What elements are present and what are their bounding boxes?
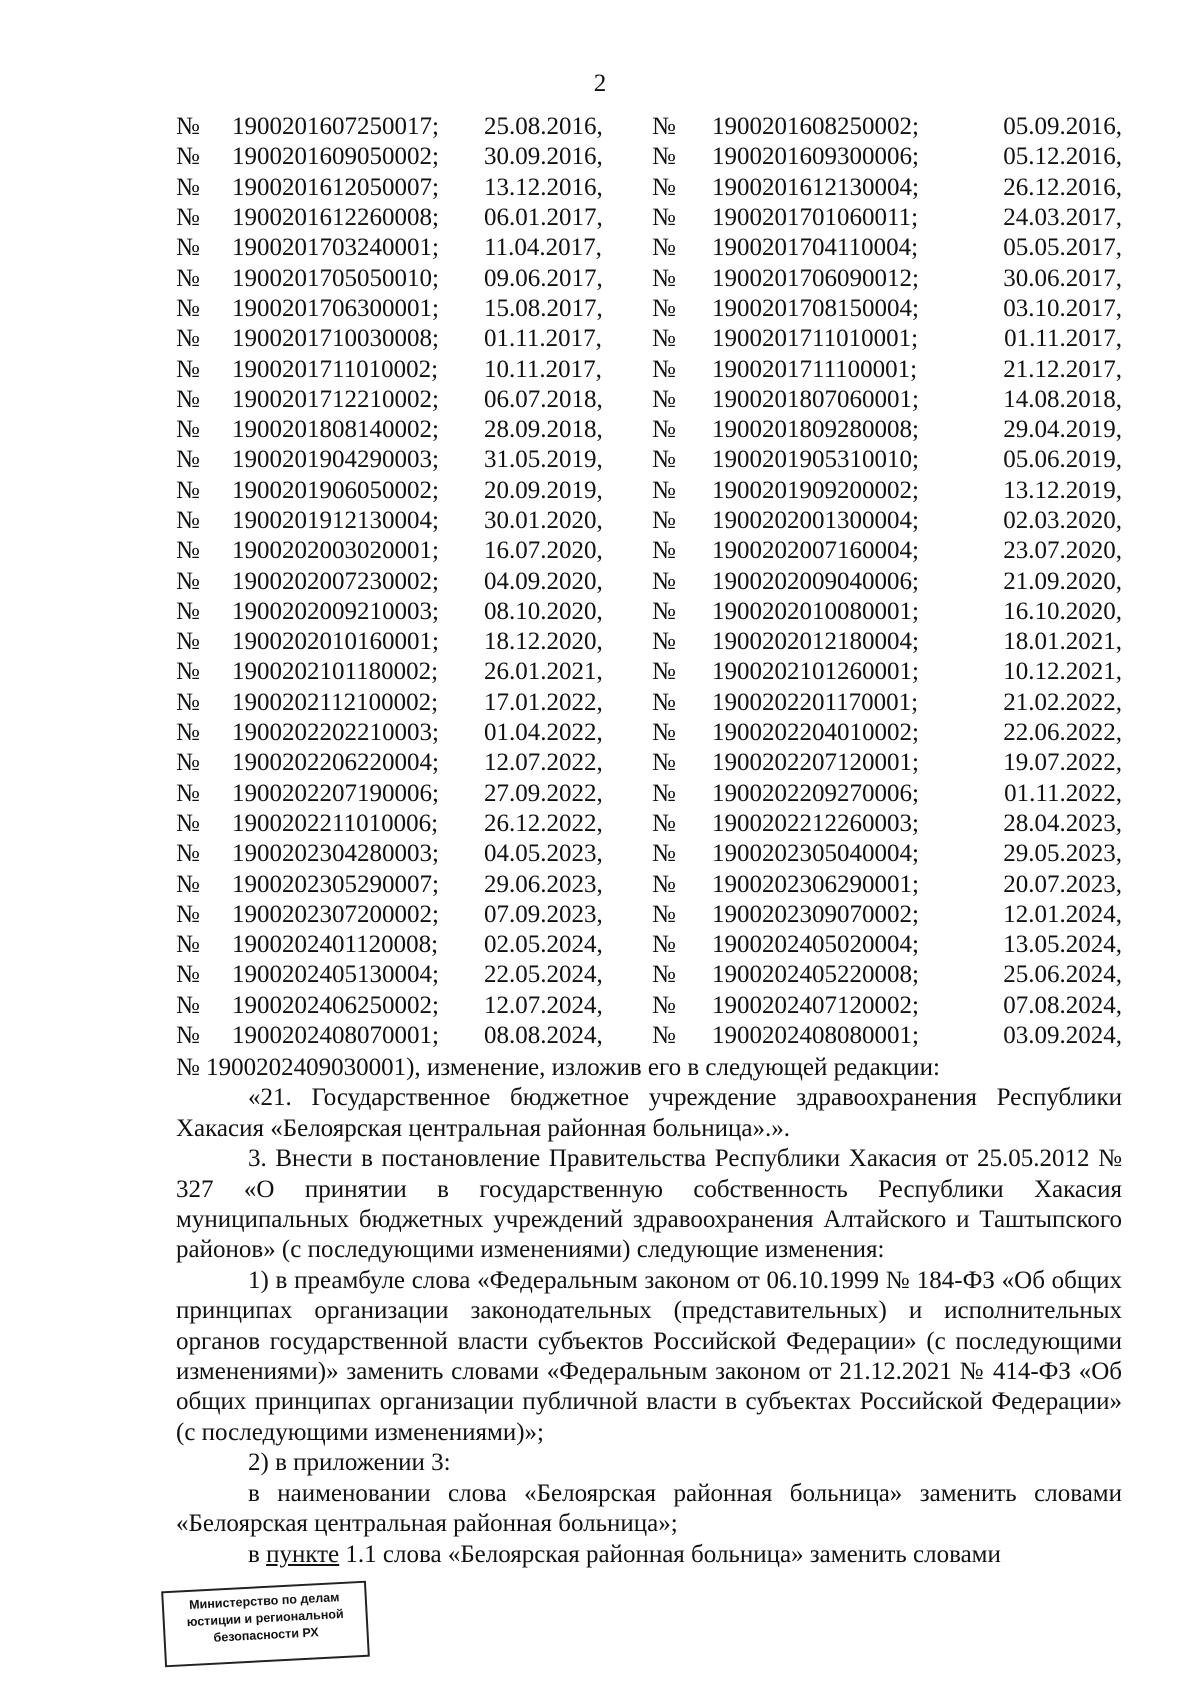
registry-number: 1900201905310010;: [712, 446, 919, 474]
registry-date: 11.04.2017,: [484, 234, 602, 262]
registry-date: 05.09.2016,: [1003, 113, 1122, 141]
registry-number: 1900202305290007;: [232, 870, 439, 898]
registry-date: 01.04.2022,: [484, 719, 603, 747]
registry-number: 1900201612050007;: [232, 173, 439, 201]
no-sign: №: [652, 749, 676, 777]
registry-date: 16.10.2020,: [1003, 597, 1122, 625]
registry-number: 1900202007230002;: [232, 567, 439, 595]
registry-date: 05.05.2017,: [1003, 234, 1122, 262]
registry-row: [176, 869, 1122, 899]
registry-number: 1900202007160004;: [712, 537, 919, 565]
registry-row: [176, 354, 1122, 384]
registry-number: 1900202309070002;: [712, 900, 919, 928]
registry-date: 28.04.2023,: [1003, 809, 1122, 837]
registry-date: 02.05.2024,: [484, 931, 603, 959]
no-sign: №: [652, 507, 676, 534]
registry-date: 04.09.2020,: [484, 567, 603, 595]
registry-number: 1900201607250017;: [232, 113, 439, 141]
no-sign: №: [176, 597, 200, 625]
registry-row: [176, 748, 1122, 778]
no-sign: №: [652, 931, 676, 959]
no-sign: №: [652, 961, 676, 989]
registry-date: 15.08.2017,: [484, 294, 603, 322]
stamp-line-1: Министерство по делам: [188, 1590, 340, 1612]
registry-date: 19.07.2022,: [1003, 749, 1122, 777]
paragraph-naming-change: в наименовании слова «Белоярская районная больница» заменить словами «Белоярская центральная районная больница»;: [176, 1479, 1122, 1538]
registry-date: 12.01.2024,: [1003, 900, 1122, 928]
registry-row: [176, 960, 1122, 990]
no-sign: №: [176, 900, 200, 928]
no-sign: №: [652, 476, 676, 504]
registry-row: [176, 900, 1122, 930]
registry-date: 16.07.2020,: [484, 537, 603, 565]
registry-number: 1900202405130004;: [232, 961, 439, 989]
paragraph-new-wording: «21. Государственное бюджетное учреждение здравоохранения Республики Хакасия «Белоярская центральная районная больница».».: [176, 1084, 1122, 1142]
paragraph-point-change: [176, 1540, 1122, 1570]
no-sign: №: [176, 143, 200, 171]
registry-row: [176, 809, 1122, 839]
registry-number: 1900202207190006;: [232, 779, 439, 807]
no-sign: №: [652, 688, 676, 716]
registry-date: 02.03.2020,: [1003, 507, 1122, 534]
no-sign: №: [652, 809, 676, 837]
registry-date: 12.07.2022,: [484, 749, 603, 777]
paragraph-subitem-2: 2) в приложении 3:: [248, 1449, 451, 1477]
registry-row: [176, 415, 1122, 445]
no-sign: №: [176, 325, 200, 353]
no-sign: №: [176, 173, 200, 201]
registry-date: 10.12.2021,: [1003, 658, 1122, 686]
registry-number: 1900201612130004;: [712, 173, 919, 201]
registry-number: 1900201609050002;: [232, 143, 439, 171]
no-sign: №: [176, 294, 200, 322]
stamp-line-2: юстиции и региональной: [186, 1606, 344, 1630]
registry-number: 1900202001300004;: [712, 507, 919, 534]
no-sign: №: [652, 294, 676, 322]
registry-date: 07.08.2024,: [1003, 991, 1122, 1019]
no-sign: №: [652, 900, 676, 928]
registry-row: [176, 173, 1122, 203]
registry-date: 29.04.2019,: [1003, 416, 1122, 444]
registry-row: [176, 1021, 1122, 1051]
registry-number: 1900201808140002;: [232, 416, 439, 444]
registry-date: 22.06.2022,: [1003, 719, 1122, 747]
registry-row: [176, 263, 1122, 293]
registry-date: 30.01.2020,: [484, 507, 603, 534]
registry-date: 13.05.2024,: [1003, 931, 1122, 959]
registry-number: 1900202307200002;: [232, 900, 439, 928]
registry-date: 01.11.2017,: [484, 325, 602, 353]
registry-number: 1900202209270006;: [712, 779, 919, 807]
registry-number: 1900202407120002;: [712, 991, 919, 1019]
registry-date: 27.09.2022,: [484, 779, 603, 807]
no-sign: №: [652, 870, 676, 898]
registry-row: [176, 294, 1122, 324]
no-sign: №: [176, 507, 200, 534]
no-sign: №: [176, 688, 200, 716]
no-sign: №: [652, 325, 676, 353]
no-sign: №: [176, 719, 200, 747]
registry-number: 1900201809280008;: [712, 416, 919, 444]
registry-number: 1900201704110004;: [712, 234, 919, 262]
registry-date: 24.03.2017,: [1003, 204, 1122, 232]
no-sign: №: [176, 113, 200, 141]
no-sign: №: [176, 628, 200, 656]
registry-date: 29.05.2023,: [1003, 840, 1122, 868]
no-sign: №: [652, 416, 676, 444]
registry-number: 1900201904290003;: [232, 446, 439, 474]
no-sign: №: [652, 173, 676, 201]
registry-number: 1900201909200002;: [712, 476, 919, 504]
registry-date: 05.12.2016,: [1003, 143, 1122, 171]
no-sign: №: [176, 870, 200, 898]
registry-row: [176, 385, 1122, 415]
registry-number: 1900201612260008;: [232, 204, 439, 232]
registry-date: 04.05.2023,: [484, 840, 603, 868]
no-sign: №: [652, 1022, 676, 1050]
registry-number: 1900202405220008;: [712, 961, 919, 989]
no-sign: №: [652, 567, 676, 595]
registry-row: [176, 566, 1122, 596]
no-sign: №: [652, 597, 676, 625]
registry-date: 26.12.2016,: [1003, 173, 1122, 201]
registry-number: 1900202003020001;: [232, 537, 439, 565]
registry-date: 30.09.2016,: [484, 143, 603, 171]
registry-number: 1900202304280003;: [232, 840, 439, 868]
no-sign: №: [652, 628, 676, 656]
no-sign: №: [652, 113, 676, 141]
registry-number: 1900202305040004;: [712, 840, 919, 868]
page-number: 2: [593, 70, 607, 97]
registry-number: 1900201706300001;: [232, 294, 439, 322]
registry-date: 01.11.2017,: [1004, 325, 1122, 353]
registry-date: 13.12.2019,: [1003, 476, 1122, 504]
no-sign: №: [652, 264, 676, 292]
no-sign: №: [652, 234, 676, 262]
paragraph-point-change-post: 1.1 слова «Белоярская районная больница» заменить словами: [339, 1540, 1001, 1568]
registry-date: 21.12.2017,: [1003, 355, 1122, 383]
registry-number: 1900201912130004;: [232, 507, 439, 534]
registry-number: 1900202201170001;: [712, 688, 919, 716]
registry-number: 1900201708150004;: [712, 294, 919, 322]
no-sign: №: [652, 719, 676, 747]
registry-table-body: [176, 112, 1122, 1051]
registry-row: [176, 142, 1122, 172]
registry-number: 1900202202210003;: [232, 719, 439, 747]
registry-number: 1900201710030008;: [232, 325, 439, 353]
registry-number: 1900201701060011;: [712, 204, 919, 232]
no-sign: №: [176, 264, 200, 292]
registry-date: 29.06.2023,: [484, 870, 603, 898]
registry-number: 1900201807060001;: [712, 385, 919, 413]
no-sign: №: [176, 385, 200, 413]
ministry-stamp: [161, 1581, 370, 1668]
registry-number: 1900201906050002;: [232, 476, 439, 504]
no-sign: №: [652, 204, 676, 232]
no-sign: №: [652, 143, 676, 171]
no-sign: №: [176, 809, 200, 837]
registry-date: 08.10.2020,: [484, 597, 603, 625]
registry-date: 20.09.2019,: [484, 476, 603, 504]
registry-date: 22.05.2024,: [484, 961, 603, 989]
registry-date: 01.11.2022,: [1004, 779, 1122, 807]
registry-number: 1900201609300006;: [712, 143, 919, 171]
paragraph-point-change-pre: в: [248, 1540, 267, 1568]
registry-row: [176, 324, 1122, 354]
registry-date: 18.12.2020,: [484, 628, 603, 656]
registry-number: 1900201711100001;: [712, 355, 918, 383]
registry-number: 1900201705050010;: [232, 264, 439, 292]
no-sign: №: [176, 537, 200, 565]
registry-row: [176, 991, 1122, 1021]
no-sign: №: [176, 961, 200, 989]
registry-number: 1900202408080001;: [712, 1022, 919, 1050]
no-sign: №: [176, 840, 200, 868]
registry-date: 26.01.2021,: [484, 658, 603, 686]
registry-date: 13.12.2016,: [484, 173, 603, 201]
no-sign: №: [176, 658, 200, 686]
registry-number: 1900201711010002;: [232, 355, 439, 383]
registry-date: 08.08.2024,: [484, 1022, 603, 1050]
registry-row: [176, 718, 1122, 748]
registry-date: 20.07.2023,: [1003, 870, 1122, 898]
registry-date: 21.09.2020,: [1003, 567, 1122, 595]
registry-date: 25.08.2016,: [484, 113, 603, 141]
registry-date: 03.10.2017,: [1003, 294, 1122, 322]
registry-date: 31.05.2019,: [484, 446, 603, 474]
no-sign: №: [652, 991, 676, 1019]
document-body: [176, 1053, 1122, 1570]
registry-row: [176, 112, 1122, 142]
registry-number: 1900201712210002;: [232, 385, 439, 413]
no-sign: №: [176, 931, 200, 959]
no-sign: №: [652, 537, 676, 565]
registry-number: 1900202408070001;: [232, 1022, 439, 1050]
registry-date: 23.07.2020,: [1003, 537, 1122, 565]
registry-number: 1900202212260003;: [712, 809, 919, 837]
registry-number: 1900201711010001;: [712, 325, 919, 353]
registry-date: 18.01.2021,: [1003, 628, 1122, 656]
registry-row: [176, 597, 1122, 627]
no-sign: №: [652, 840, 676, 868]
registry-date: 09.06.2017,: [484, 264, 603, 292]
registry-number: 1900202405020004;: [712, 931, 919, 959]
no-sign: №: [176, 234, 200, 262]
registry-row: [176, 233, 1122, 263]
registry-row: [176, 688, 1122, 718]
registry-number: 1900201706090012;: [712, 264, 919, 292]
registry-date: 07.09.2023,: [484, 900, 603, 928]
registry-number: 1900202401120008;: [232, 931, 439, 959]
no-sign: №: [176, 416, 200, 444]
registry-row: [176, 779, 1122, 809]
registry-number: 1900202204010002;: [712, 719, 919, 747]
registry-date: 21.02.2022,: [1003, 688, 1122, 716]
registry-number: 1900202306290001;: [712, 870, 919, 898]
registry-number: 1900201608250002;: [712, 113, 919, 141]
no-sign: №: [176, 779, 200, 807]
registry-row: [176, 203, 1122, 233]
registry-number: 1900202207120001;: [712, 749, 919, 777]
registry-row: [176, 930, 1122, 960]
registry-date: 28.09.2018,: [484, 416, 603, 444]
registry-number: 1900202010160001;: [232, 628, 439, 656]
registry-row: [176, 506, 1122, 536]
registry-date: 05.06.2019,: [1003, 446, 1122, 474]
registry-date: 25.06.2024,: [1003, 961, 1122, 989]
registry-number: 1900202206220004;: [232, 749, 439, 777]
registry-date: 12.07.2024,: [484, 991, 603, 1019]
no-sign: №: [176, 446, 200, 474]
no-sign: №: [176, 204, 200, 232]
point-link: пункте: [266, 1540, 340, 1568]
registry-number: 1900202101180002;: [232, 658, 439, 686]
no-sign: №: [176, 567, 200, 595]
registry-date: 14.08.2018,: [1003, 385, 1122, 413]
stamp-line-3: безопасности РХ: [213, 1625, 319, 1645]
no-sign: №: [176, 355, 200, 383]
registry-row: [176, 536, 1122, 566]
paragraph-subitem-1: 1) в преамбуле слова «Федеральным законом от 06.10.1999 № 184-ФЗ «Об общих принципах организации законодательных (представительных) и исполнительных органов государственной власти субъектов Российской Федерации» (с последующими изменениями)» заменить словами «Федеральным законом от 21.12.2021 № 414-ФЗ «Об общих принципах организации публичной власти в субъектах Российской Федерации» (с последующими изменениями)»;: [176, 1266, 1122, 1446]
registry-date: 06.01.2017,: [484, 204, 603, 232]
registry-date: 10.11.2017,: [484, 355, 602, 383]
registry-number: 1900202010080001;: [712, 597, 919, 625]
no-sign: №: [652, 446, 676, 474]
registry-row: [176, 445, 1122, 475]
no-sign: №: [652, 355, 676, 383]
registry-row: [176, 627, 1122, 657]
registry-table: [176, 112, 1122, 1051]
registry-date: 26.12.2022,: [484, 809, 603, 837]
registry-row: [176, 476, 1122, 506]
registry-date: 03.09.2024,: [1003, 1022, 1122, 1050]
no-sign: №: [176, 749, 200, 777]
registry-number: 1900202009210003;: [232, 597, 439, 625]
registry-date: 30.06.2017,: [1003, 264, 1122, 292]
registry-date: 06.07.2018,: [484, 385, 603, 413]
no-sign: №: [176, 476, 200, 504]
registry-date: 17.01.2022,: [484, 688, 603, 716]
no-sign: №: [652, 658, 676, 686]
registry-number: 1900202009040006;: [712, 567, 919, 595]
registry-number: 1900202211010006;: [232, 809, 439, 837]
no-sign: №: [652, 779, 676, 807]
registry-number: 1900202101260001;: [712, 658, 919, 686]
no-sign: №: [176, 1022, 200, 1050]
registry-number: 1900202012180004;: [712, 628, 919, 656]
registry-row: [176, 657, 1122, 687]
registry-number: 1900202406250002;: [232, 991, 439, 1019]
registry-number: 1900202112100002;: [232, 688, 439, 716]
paragraph-registry-end: № 1900202409030001), изменение, изложив его в следующей редакции:: [176, 1054, 940, 1081]
registry-row: [176, 839, 1122, 869]
paragraph-item-3: 3. Внести в постановление Правительства Республики Хакасия от 25.05.2012 № 327 «О принятии в государственную собственность Республики Хакасия муниципальных бюджетных учреждений здравоохранения Алтайского и Таштыпского районов» (с последующими изменениями) следующие изменения:: [176, 1145, 1122, 1264]
no-sign: №: [176, 991, 200, 1019]
registry-number: 1900201703240001;: [232, 234, 439, 262]
no-sign: №: [652, 385, 676, 413]
